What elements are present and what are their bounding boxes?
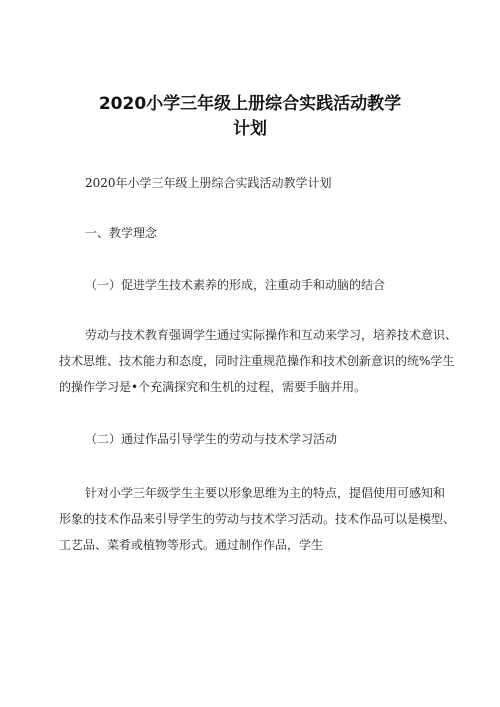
document-title-line-2: 计划 [233, 119, 267, 139]
paragraph-2-line-1: 针对小学三年级学生主要以形象思维为主的特点，提倡使用可感知和 [85, 486, 446, 500]
paragraph-1-line-2: 技术思维、技术能力和态度，同时注重规范操作和技术创新意识的统%学生 [59, 354, 455, 368]
paragraph-1-line-1: 劳动与技术教育强调学生通过实际操作和互动来学习，培养技术意识、 [85, 328, 458, 342]
document-title-line-1: 2020小学三年级上册综合实践活动教学 [98, 94, 402, 114]
paragraph-2-line-3: 工艺品、菜肴或植物等形式。通过制作作品，学生 [59, 538, 324, 552]
paragraph-1-line-3: 的操作学习是•个充满探究和生机的过程，需要手脑并用。 [59, 380, 367, 394]
section-heading-1: 一、教学理念 [85, 226, 158, 240]
subsection-heading-1: （一）促进学生技术素养的形成，注重动手和动脑的结合 [85, 278, 386, 292]
paragraph-2-line-2: 形象的技术作品来引导学生的劳动与技术学习活动。技术作品可以是模型、 [59, 512, 456, 526]
document-subtitle: 2020年小学三年级上册综合实践活动教学计划 [85, 176, 332, 190]
subsection-heading-2: （二）通过作品引导学生的劳动与技术学习活动 [85, 432, 338, 446]
